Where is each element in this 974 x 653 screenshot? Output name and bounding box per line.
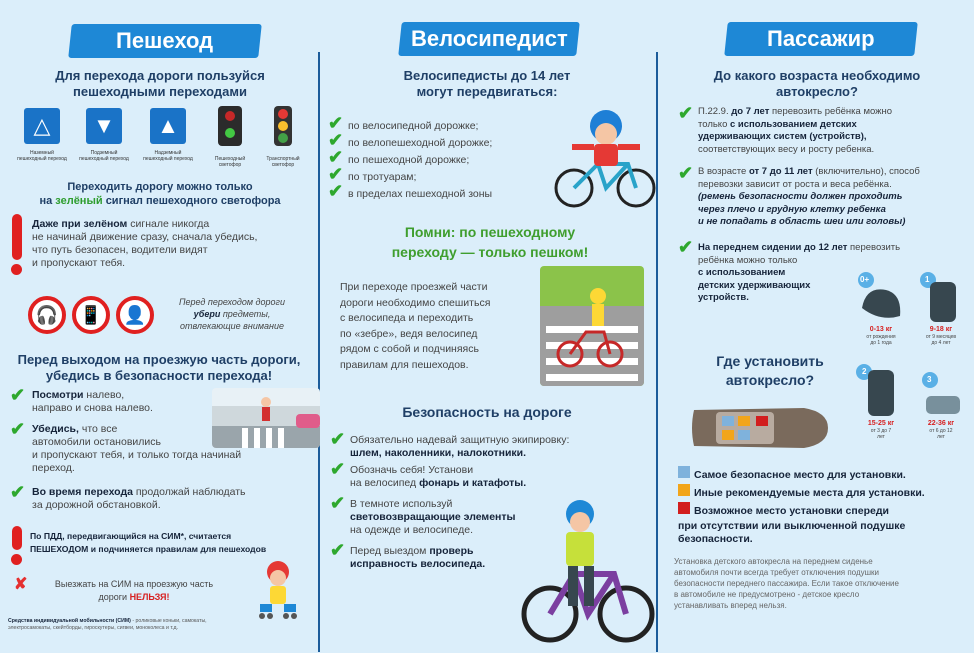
pedestrian-column: [0, 0, 318, 653]
allowed-places-list: по велосипедной дорожке; по велопешеходной дорожке; по пешеходной дорожке; по тротуарам; в пределах пешеходной зоны: [348, 120, 493, 200]
seat-location-legend-continuation: при отсутствии или выключенной подушке безопасности.: [678, 520, 906, 545]
sign-label: Пешеходный светофор: [214, 156, 246, 168]
sign-label: Надземный пешеходный переход: [143, 150, 193, 162]
pedestrian-banner: Пешеход: [68, 24, 262, 58]
green-signal-rule: Переходить дорогу можно только на зелёный сигнал пешеходного светофора: [39, 181, 281, 207]
child-cyclist-illustration: [554, 104, 658, 210]
car-seat-group-3-number: 3: [927, 375, 932, 384]
where-install-heading: Где установить автокресло?: [716, 353, 824, 388]
child-skater-illustration: [250, 558, 306, 622]
passenger-banner: Пассажир: [724, 22, 918, 56]
forbidden-cross-icon: ✘: [14, 576, 28, 593]
no-hood-icon: 👤: [116, 296, 154, 334]
check-icon: ✔: [10, 385, 26, 405]
ensure-instruction: Убедись, что все автомобили остановились и пропускают тебя, и только тогда начинай переход.: [32, 423, 242, 474]
sim-exclamation-dot: [11, 554, 22, 565]
car-seat-group-1-number: 1: [925, 275, 930, 284]
check-icon: ✔: [330, 540, 346, 560]
legend-safest-swatch: [678, 466, 690, 478]
warning-exclamation-icon: [12, 214, 22, 260]
reflective-instruction: В темноте используй световозвращающие элементы на одежде и велосипеде.: [350, 498, 516, 536]
column-divider-left: [318, 52, 320, 652]
car-seat-group-1-icon: [916, 272, 966, 326]
sign-label: Подземный пешеходный переход: [79, 150, 129, 162]
sign-label: Наземный пешеходный переход: [17, 150, 67, 162]
look-instruction: Посмотри налево, направо и снова налево.: [32, 389, 153, 414]
car-seat-group-3-label: 22-36 кг от 6 до 12 лет: [927, 420, 955, 440]
check-icon: ✔: [678, 163, 694, 183]
check-icon: ✔: [328, 164, 344, 184]
check-icon: ✔: [328, 147, 344, 167]
rule-7-to-11: В возрасте от 7 до 11 лет (включительно), способ перевозки зависит от роста и веса ребёнка. (ремень безопасности должен проходить через плечо и грудную клетку ребенка и не попадать в область шеи или головы): [698, 166, 920, 227]
during-instruction: Во время перехода продолжай наблюдать за дорожной обстановкой.: [32, 486, 246, 511]
cyclist-banner: Велосипедист: [398, 22, 580, 56]
passenger-column: [660, 0, 974, 653]
sim-rule: По ПДД, передвигающийся на СИМ*, считается ПЕШЕХОДОМ и подчиняется правилам для пешеходов: [30, 531, 267, 554]
underground-crossing-sign-icon: ▼: [86, 108, 122, 144]
car-seat-group-0-label: 0-13 кг от рождения до 1 года: [866, 326, 896, 346]
no-phone-icon: 📱: [72, 296, 110, 334]
distraction-note: Перед переходом дороги убери предметы, отвлекающие внимание: [179, 297, 285, 331]
street-crossing-illustration: [212, 388, 320, 448]
vehicle-traffic-light-icon: [274, 106, 292, 146]
check-icon: ✔: [330, 493, 346, 513]
before-crossing-heading: Перед выходом на проезжую часть дороги, убедись в безопасности перехода!: [17, 352, 301, 383]
pedestrian-title: Для перехода дороги пользуйся пешеходными переходами: [55, 68, 265, 99]
lights-instruction: Обозначь себя! Установи на велосипед фонарь и катафоты.: [350, 464, 527, 489]
equipped-child-cyclist-illustration: [518, 496, 656, 646]
no-headphones-icon: 🎧: [28, 296, 66, 334]
legend-front-swatch: [678, 502, 690, 514]
pedestrian-crossing-sign-icon: △: [24, 108, 60, 144]
passenger-title: До какого возраста необходимо автокресло?: [713, 68, 921, 99]
crossing-instructions: При переходе проезжей части дороги необходимо спешиться с велосипеда и переходить по «зебре», ведя велосипед рядом с собой и подчиняясь правилам для пешеходов.: [340, 281, 491, 371]
sim-forbidden: Выезжать на СИМ на проезжую часть дороги НЕЛЬЗЯ!: [54, 579, 214, 602]
pedestrian-traffic-light-icon: [218, 106, 242, 146]
seat-location-legend: Самое безопасное место для установки. Иные рекомендуемые места для установки. Возможное место установки спереди: [694, 469, 925, 517]
car-seat-group-2-label: 15-25 кг от 3 до 7 лет: [867, 420, 895, 440]
car-seat-group-1-label: 9-18 кг от 9 месяцев до 4 лет: [925, 326, 957, 346]
car-seat-group-2-number: 2: [862, 367, 867, 376]
airbag-note: Установка детского автокресла на переднем сиденье автомобиля почти всегда требует отключения подушки безопасности переднего пассажира. Если такое отключение в автомобиле не предусмотрено - детское кресло устанавливать вперед нельзя.: [674, 557, 899, 610]
check-icon: ✔: [678, 103, 694, 123]
remember-rule: Помни: по пешеходному переходу — только пешком!: [391, 224, 589, 260]
check-icon: ✔: [678, 237, 694, 257]
sign-label: Транспортный светофор: [266, 156, 300, 168]
green-warning-text: Даже при зелёном сигнале никогда не начинай движение сразу, сначала убедись, что путь безопасен, водители видят и пропускают тебя.: [32, 218, 258, 269]
gear-instruction: Обязательно надевай защитную экипировку: шлем, наколенники, налокотники.: [350, 434, 570, 459]
check-icon: ✔: [328, 130, 344, 150]
car-seat-group-3-icon: [916, 372, 966, 418]
car-top-view-diagram: [686, 400, 832, 456]
overpass-crossing-sign-icon: ▲: [150, 108, 186, 144]
check-bike-instruction: Перед выездом проверь исправность велосипеда.: [350, 545, 486, 570]
check-icon: ✔: [330, 429, 346, 449]
sim-exclamation-icon: [12, 526, 22, 550]
sim-footnote: Средства индивидуальной мобильности (СИМ) - роликовые коньки, самокаты, электросамокаты, скейтборды, гироскутеры, сигвеи, моноколеса и т.д.: [8, 618, 207, 631]
cyclist-column: [322, 0, 656, 653]
car-seat-group-0-number: 0+: [860, 275, 870, 284]
check-icon: ✔: [10, 482, 26, 502]
rule-front-seat: На переднем сидении до 12 лет перевозить ребёнка можно только с использованием детских удерживающих устройств.: [698, 242, 901, 303]
legend-recommended-swatch: [678, 484, 690, 496]
check-icon: ✔: [328, 113, 344, 133]
road-safety-heading: Безопасность на дороге: [402, 404, 572, 420]
check-icon: ✔: [10, 419, 26, 439]
warning-exclamation-dot: [11, 264, 22, 275]
cyclist-title: Велосипедисты до 14 лет могут передвигаться:: [403, 68, 571, 99]
check-icon: ✔: [328, 181, 344, 201]
check-icon: ✔: [330, 459, 346, 479]
rule-under-7: П.22.9. до 7 лет перевозить ребёнка можно только с использованием детских удерживающих систем (устройств), соответствующих весу и росту ребенка.: [698, 106, 893, 155]
walking-bike-across-zebra-illustration: [540, 266, 644, 386]
